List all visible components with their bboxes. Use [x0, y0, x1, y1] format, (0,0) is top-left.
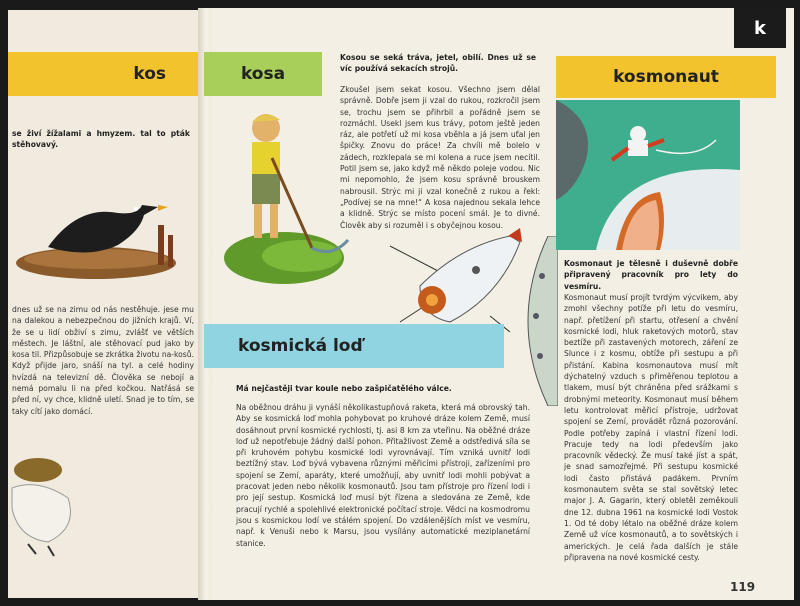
page-number: 119 [730, 580, 756, 594]
kosmonaut-heading: kosmonaut [613, 67, 719, 87]
bird-feeder-illustration [8, 448, 88, 558]
kosmonaut-heading-band [556, 56, 776, 98]
kos-body: dnes už se na zimu od nás nestěhuje. jese mu na dalekou a nebezpečnou do jižních krajů. Ví, že se u lidí obživí s zimu, zvlášť ve větších městech. Je láštní, ale stěhovací pud jako by kosa til. Přizpůsobuje se zkrátka životu na-kosů. Když přijde jaro, snáší na tyl. a celé hodiny hvízdá na televizní dě. Člověka se nebojí a nemá pomalu li na před kočkou. Natřásá se před ní, vy chce, klidně uletí. Snad je to tím, se taky cítí jako domácí. [12, 305, 194, 416]
kosa-heading: kosa [240, 64, 286, 84]
kosa-body: Zkoušel jsem sekat kosou. Všechno jsem dělal správně. Dobře jsem ji vzal do rukou, rozkročil jsem se, trochu jsem se přihrbil a pořádně jsem se rozmáchl. Usekl jsem kus trávy, potom ještě jeden ráz, ale potřetí už mi kosa vběhla a já jsem uťal jen špičky. Znovu do práce! Za chvíli mě bolelo v zádech, rozklepala se mi kolena a ruce jsem necítil. Potil jsem se, jako když mě někdo poleje vodou. Nic mi nepomohlo, že jsem kosu správně brouskem nabrousil. Strýc mi ji vzal konečně z rukou a řekl: „Podívej se na mne!“ A kosa najednou sekala lehce a klidně. Strýc se místo pocení smál. Je to divné. Člověk aby si rozuměl i s obyčejnou kosou. [340, 85, 540, 230]
kosmicka-lod-heading: kosmická loď [238, 336, 363, 356]
kosmonaut-intro: Kosmonaut je tělesně i duševně dobře připravený pracovník pro lety do vesmíru. [564, 259, 738, 291]
planet-edge-illustration [508, 236, 558, 406]
kosmonaut-body: Kosmonaut musí projít tvrdým výcvikem, aby zmohl všechny potíže při letu do vesmíru, např. přetížení při startu, otřesení a chvění kosmické lodi, hluk raketových motorů, stav beztíže při zastavených motorech, záření ze Slunce i z kosmu, obtíže při sestupu a při přistání. Kabina kosmonautova musí mít dýchatelný vzduch s přiměřenou teplotou a tlakem, musí být chráněna před srážkami s drobnými meteority. Kosmonaut musí během letu kontrolovat měřicí přístroje, udržovat spojení se Zemí, provádět různá pozorování. Podle potřeby zapíná i vlastní řízení lodi. Pracuje tedy na lodi především jako pracovník vědecký. Že musí také jíst a spát, je snad samozřejmé. Při sestupu kosmické lodi často přistává padákem. Prvním kosmonautem světa se stal sovětský letec major J. A. Gagarin, který obletěl zeměkouli dne 12. dubna 1961 na kosmické lodi Vostok 1. Od té doby létalo na oběžné dráze kolem Země už více kosmonautů, a to sovětských i amerických. Je celá řada dalších je stále připravena na nové kosmické cesty. [564, 293, 738, 562]
mower-boy-illustration [222, 108, 352, 288]
kos-heading-band [8, 52, 198, 96]
section-letter-tab: k [734, 8, 786, 48]
kosmicka-lod-body: Na oběžnou dráhu ji vynáší několikastupňová raketa, která má obrovský tah. Aby se kosmická loď mohla pohybovat po kruhové dráze kolem Země, musí dosáhnout první kosmické rychlosti, tj. asi 8 km za vteřinu. Na oběžné dráze loď už nepotřebuje žádný další pohon. Přitažlivost Země a odstředivá síla se při kruhovém pohybu kosmické lodi vyrovnávají. Tím vzniká uvnitř lodi beztížný stav. Loď bývá vybavena různými měřicími přístroji, zařízeními pro spojení se Zemí, aparáty, které umožňují, aby uvnitř lodi mohli pobývat a pracovat jeden nebo několik kosmonautů. Jsou tam přístroje pro řízení lodi i pro její sestup. Kosmická loď musí být řízena a sledována ze Země, kde pracují rychlé a spolehlivé elektronické počítací stroje. Vědci na kosmodromu jsou s kosmickou lodí ve stálém spojení. Do vzdálenějších míst ve vesmíru, např. k Venuši nebo k Marsu, jsou vysílány automatické meziplanetární stanice. [236, 403, 530, 548]
astronaut-illustration [556, 100, 740, 250]
kosmicka-lod-intro: Má nejčastěji tvar koule nebo zašpičatělého válce. [236, 384, 452, 393]
kos-intro: se živí žížalami a hmyzem. tal to pták stěhovavý. [12, 129, 190, 150]
kosa-heading-band [204, 52, 322, 96]
blackbird-illustration [8, 185, 198, 285]
kos-heading: kos [133, 64, 166, 84]
book-spine [198, 8, 212, 600]
kosa-intro: Kosou se seká tráva, jetel, obilí. Dnes už se víc používá sekacích strojů. [340, 53, 536, 74]
kosmicka-lod-heading-band [204, 324, 504, 368]
